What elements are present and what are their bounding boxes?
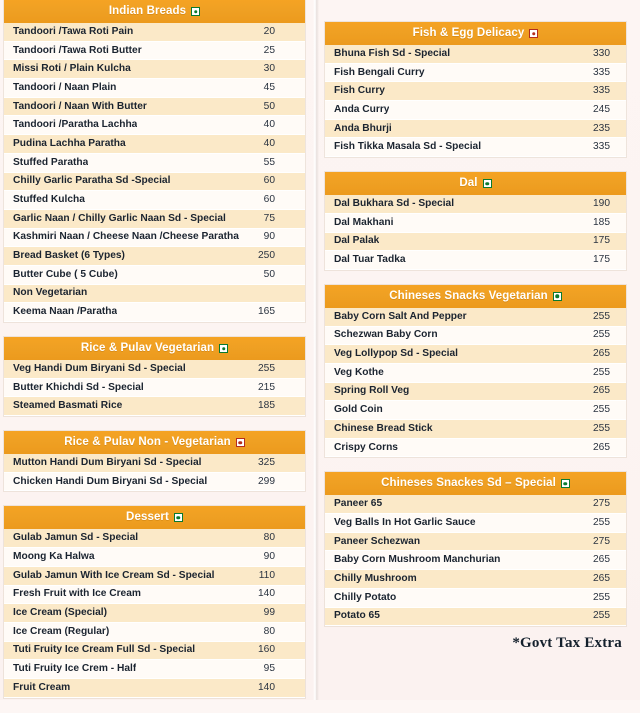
menu-item-row: [4, 42, 305, 61]
nonveg-indicator-icon: [236, 438, 245, 447]
menu-item-price: 275: [593, 535, 610, 547]
menu-item-row: [325, 138, 626, 157]
menu-item-name: Bhuna Fish Sd - Special: [334, 47, 451, 59]
menu-item-price: 40: [263, 137, 275, 149]
nonveg-indicator-icon: [529, 29, 538, 38]
section-header: [325, 285, 626, 308]
menu-item-row: [4, 23, 305, 42]
menu-item-list: [4, 454, 305, 491]
menu-item-name: Fresh Fruit with Ice Cream: [13, 588, 141, 600]
menu-item-row: [4, 379, 305, 398]
menu-item-row: [4, 454, 305, 473]
menu-item-price: 60: [263, 175, 275, 187]
menu-section: [325, 22, 626, 157]
menu-item-name: Tuti Fruity Ice Crem - Half: [13, 663, 137, 675]
menu-item-price: 265: [593, 441, 610, 453]
menu-item-row: [325, 364, 626, 383]
veg-indicator-icon: [191, 7, 200, 16]
menu-item-list: [325, 308, 626, 458]
menu-right-column: [319, 0, 640, 641]
menu-item-row: [325, 570, 626, 589]
menu-item-row: [4, 397, 305, 416]
menu-item-list: [4, 23, 305, 322]
menu-item-row: [325, 64, 626, 83]
menu-item-name: Anda Curry: [334, 103, 390, 115]
menu-item-name: Paneer Schezwan: [334, 535, 421, 547]
menu-item-price: 255: [593, 329, 610, 341]
menu-item-price: 255: [593, 366, 610, 378]
menu-item-list: [4, 529, 305, 697]
menu-item-list: [4, 360, 305, 416]
menu-item-price: 255: [258, 362, 275, 374]
menu-item-price: 255: [593, 516, 610, 528]
menu-item-name: Stuffed Kulcha: [13, 194, 85, 206]
menu-item-name: Veg Lollypop Sd - Special: [334, 348, 458, 360]
menu-section: [325, 172, 626, 270]
menu-item-row: [325, 401, 626, 420]
menu-item-name: Butter Khichdi Sd - Special: [13, 381, 144, 393]
menu-item-name: Veg Handi Dum Biryani Sd - Special: [13, 362, 186, 374]
veg-indicator-icon: [219, 344, 228, 353]
menu-item-row: [325, 383, 626, 402]
section-title: Dal: [459, 177, 478, 190]
menu-item-name: Garlic Naan / Chilly Garlic Naan Sd - Special: [13, 212, 226, 224]
menu-section: [325, 472, 626, 626]
menu-item-name: Veg Kothe: [334, 366, 384, 378]
menu-item-name: Crispy Corns: [334, 441, 398, 453]
menu-item-name: Tandoori /Tawa Roti Butter: [13, 44, 142, 56]
menu-item-row: [4, 548, 305, 567]
menu-item-name: Chicken Handi Dum Biryani Sd - Special: [13, 475, 208, 487]
section-header: [4, 431, 305, 454]
veg-indicator-icon: [483, 179, 492, 188]
menu-item-price: 190: [593, 197, 610, 209]
menu-item-row: [4, 604, 305, 623]
section-title: Dessert: [126, 511, 169, 524]
menu-item-price: 40: [263, 119, 275, 131]
menu-item-name: Fruit Cream: [13, 681, 71, 693]
menu-item-name: Tandoori /Paratha Lachha: [13, 119, 138, 131]
menu-item-list: [325, 195, 626, 270]
menu-item-price: 185: [258, 400, 275, 412]
menu-item-name: Tandoori / Naan Plain: [13, 81, 117, 93]
menu-item-name: Gold Coin: [334, 404, 383, 416]
menu-item-price: 325: [258, 456, 275, 468]
menu-item-row: [325, 439, 626, 458]
section-title: Rice & Pulav Vegetarian: [80, 342, 215, 354]
menu-item-name: Ice Cream (Special): [13, 607, 107, 619]
menu-item-list: [325, 495, 626, 626]
menu-item-row: [325, 308, 626, 327]
menu-item-row: [4, 360, 305, 379]
menu-item-price: 255: [593, 310, 610, 322]
menu-item-row: [4, 60, 305, 79]
menu-item-name: Chilly Garlic Paratha Sd -Special: [13, 175, 171, 187]
menu-item-price: 175: [593, 254, 610, 266]
menu-item-row: [4, 191, 305, 210]
menu-item-row: [4, 229, 305, 248]
menu-item-price: 140: [258, 681, 275, 693]
menu-item-name: Tandoori / Naan With Butter: [13, 100, 147, 112]
menu-item-price: 50: [263, 100, 275, 112]
menu-item-price: 75: [263, 212, 275, 224]
menu-item-price: 299: [258, 475, 275, 487]
menu-item-row: [325, 82, 626, 101]
govt-tax-note: *Govt Tax Extra: [512, 635, 622, 651]
menu-item-name: Mutton Handi Dum Biryani Sd - Special: [13, 456, 202, 468]
menu-item-name: Veg Balls In Hot Garlic Sauce: [334, 516, 476, 528]
menu-item-name: Fish Bengali Curry: [334, 66, 425, 78]
section-header: [4, 506, 305, 529]
menu-item-price: 335: [593, 141, 610, 153]
section-title: Chineses Snacks Vegetarian: [389, 289, 548, 302]
menu-item-name: Baby Corn Salt And Pepper: [334, 310, 467, 322]
menu-item-price: 80: [263, 625, 275, 637]
menu-item-name: Kashmiri Naan / Cheese Naan /Cheese Paratha: [13, 231, 239, 243]
menu-item-price: 25: [263, 44, 275, 56]
veg-indicator-icon: [561, 479, 570, 488]
menu-item-row: [325, 495, 626, 514]
menu-item-name: Fish Tikka Masala Sd - Special: [334, 141, 482, 153]
menu-item-name: Dal Makhani: [334, 216, 394, 228]
menu-item-row: [4, 679, 305, 698]
menu-item-row: [4, 623, 305, 642]
menu-item-row: [325, 533, 626, 552]
menu-item-name: Schezwan Baby Corn: [334, 329, 438, 341]
section-header: [325, 22, 626, 45]
menu-item-list: [325, 45, 626, 157]
menu-item-price: 110: [258, 569, 275, 581]
menu-item-name: Chinese Bread Stick: [334, 422, 433, 434]
menu-item-row: [4, 135, 305, 154]
menu-item-row: [325, 233, 626, 252]
menu-item-row: [4, 266, 305, 285]
menu-item-row: [325, 45, 626, 64]
menu-item-row: [4, 173, 305, 192]
menu-item-row: [4, 116, 305, 135]
menu-item-name: Steamed Basmati Rice: [13, 400, 123, 412]
menu-item-row: [325, 251, 626, 270]
menu-item-price: 265: [593, 554, 610, 566]
menu-item-row: [4, 79, 305, 98]
menu-item-row: [4, 247, 305, 266]
menu-item-price: 265: [593, 348, 610, 360]
menu-item-row: [4, 473, 305, 492]
menu-item-row: [325, 420, 626, 439]
menu-item-name: Stuffed Paratha: [13, 156, 89, 168]
menu-item-name: Bread Basket (6 Types): [13, 250, 125, 262]
menu-item-price: 175: [593, 235, 610, 247]
menu-section: [325, 285, 626, 458]
veg-indicator-icon: [174, 513, 183, 522]
menu-item-row: [325, 608, 626, 627]
menu-item-name: Potato 65: [334, 610, 380, 622]
menu-item-name: Ice Cream (Regular): [13, 625, 110, 637]
menu-item-price: 20: [263, 25, 275, 37]
section-title: Chineses Snackes Sd – Special: [381, 477, 556, 490]
menu-item-price: 255: [593, 404, 610, 416]
menu-item-price: 140: [258, 588, 275, 600]
veg-indicator-icon: [553, 292, 562, 301]
menu-section: [4, 0, 305, 322]
menu-item-row: [4, 303, 305, 322]
menu-item-price: 335: [593, 85, 610, 97]
menu-item-name: Gulab Jamun Sd - Special: [13, 532, 139, 544]
menu-item-price: 160: [258, 644, 275, 656]
menu-item-name: Dal Palak: [334, 235, 380, 247]
menu-item-price: 250: [258, 250, 275, 262]
menu-item-row: [325, 214, 626, 233]
menu-item-price: 245: [593, 103, 610, 115]
menu-section: [4, 337, 305, 416]
menu-item-row: [4, 154, 305, 173]
menu-item-name: Dal Bukhara Sd - Special: [334, 197, 455, 209]
menu-item-row: [325, 514, 626, 533]
menu-item-price: 30: [263, 63, 275, 75]
section-header: [4, 337, 305, 360]
menu-item-price: 330: [593, 47, 610, 59]
menu-item-row: [325, 345, 626, 364]
menu-item-name: Pudina Lachha Paratha: [13, 137, 126, 149]
menu-item-row: [4, 567, 305, 586]
menu-item-row: [325, 195, 626, 214]
menu-item-row: [325, 551, 626, 570]
menu-item-name: Butter Cube ( 5 Cube): [13, 268, 118, 280]
menu-item-price: 265: [593, 572, 610, 584]
menu-item-price: 80: [263, 532, 275, 544]
menu-item-name: Baby Corn Mushroom Manchurian: [334, 554, 501, 566]
menu-item-name: Keema Naan /Paratha: [13, 306, 118, 318]
menu-item-row: [325, 327, 626, 346]
menu-item-row: [4, 529, 305, 548]
menu-item-price: 255: [593, 591, 610, 603]
menu-item-name: Dal Tuar Tadka: [334, 254, 406, 266]
menu-item-price: 60: [263, 194, 275, 206]
menu-item-name: Tandoori /Tawa Roti Pain: [13, 25, 134, 37]
menu-item-price: 335: [593, 66, 610, 78]
menu-item-name: Tuti Fruity Ice Cream Full Sd - Special: [13, 644, 196, 656]
menu-section: [4, 506, 305, 697]
menu-item-row: [4, 210, 305, 229]
section-title: Rice & Pulav Non - Vegetarian: [64, 436, 231, 449]
menu-item-row: [4, 642, 305, 661]
menu-item-name: Missi Roti / Plain Kulcha: [13, 63, 131, 75]
menu-section: [4, 431, 305, 491]
menu-item-name: Chilly Mushroom: [334, 572, 417, 584]
menu-item-price: 45: [263, 81, 275, 93]
menu-item-price: 55: [263, 156, 275, 168]
menu-item-row: [325, 589, 626, 608]
menu-item-name: Fish Curry: [334, 85, 385, 97]
menu-item-price: 99: [263, 607, 275, 619]
menu-item-row: [4, 660, 305, 679]
menu-item-row: [4, 586, 305, 605]
menu-item-price: 90: [263, 550, 275, 562]
menu-item-price: 165: [258, 306, 275, 318]
menu-item-row: [4, 98, 305, 117]
menu-left-column: [0, 0, 313, 713]
menu-item-price: 235: [593, 122, 610, 134]
menu-item-name: Spring Roll Veg: [334, 385, 410, 397]
menu-item-price: 90: [263, 231, 275, 243]
menu-item-price: 95: [263, 663, 275, 675]
menu-item-row: [325, 101, 626, 120]
menu-item-name: Paneer 65: [334, 498, 383, 510]
menu-item-price: 255: [593, 422, 610, 434]
menu-item-row: [4, 285, 305, 304]
menu-item-price: 275: [593, 498, 610, 510]
section-header: [4, 0, 305, 23]
section-title: Fish & Egg Delicacy: [412, 27, 525, 39]
menu-item-price: 50: [263, 268, 275, 280]
menu-item-name: Moong Ka Halwa: [13, 550, 95, 562]
menu-item-name: Non Vegetarian: [13, 287, 88, 299]
menu-item-row: [325, 120, 626, 139]
section-header: [325, 172, 626, 195]
section-header: [325, 472, 626, 495]
menu-item-name: Anda Bhurji: [334, 122, 392, 134]
menu-item-price: 265: [593, 385, 610, 397]
section-title: Indian Breads: [108, 5, 187, 17]
menu-item-price: 255: [593, 610, 610, 622]
menu-item-price: 185: [593, 216, 610, 228]
menu-item-name: Chilly Potato: [334, 591, 397, 603]
menu-item-name: Gulab Jamun With Ice Cream Sd - Special: [13, 569, 215, 581]
menu-item-price: 215: [258, 381, 275, 393]
